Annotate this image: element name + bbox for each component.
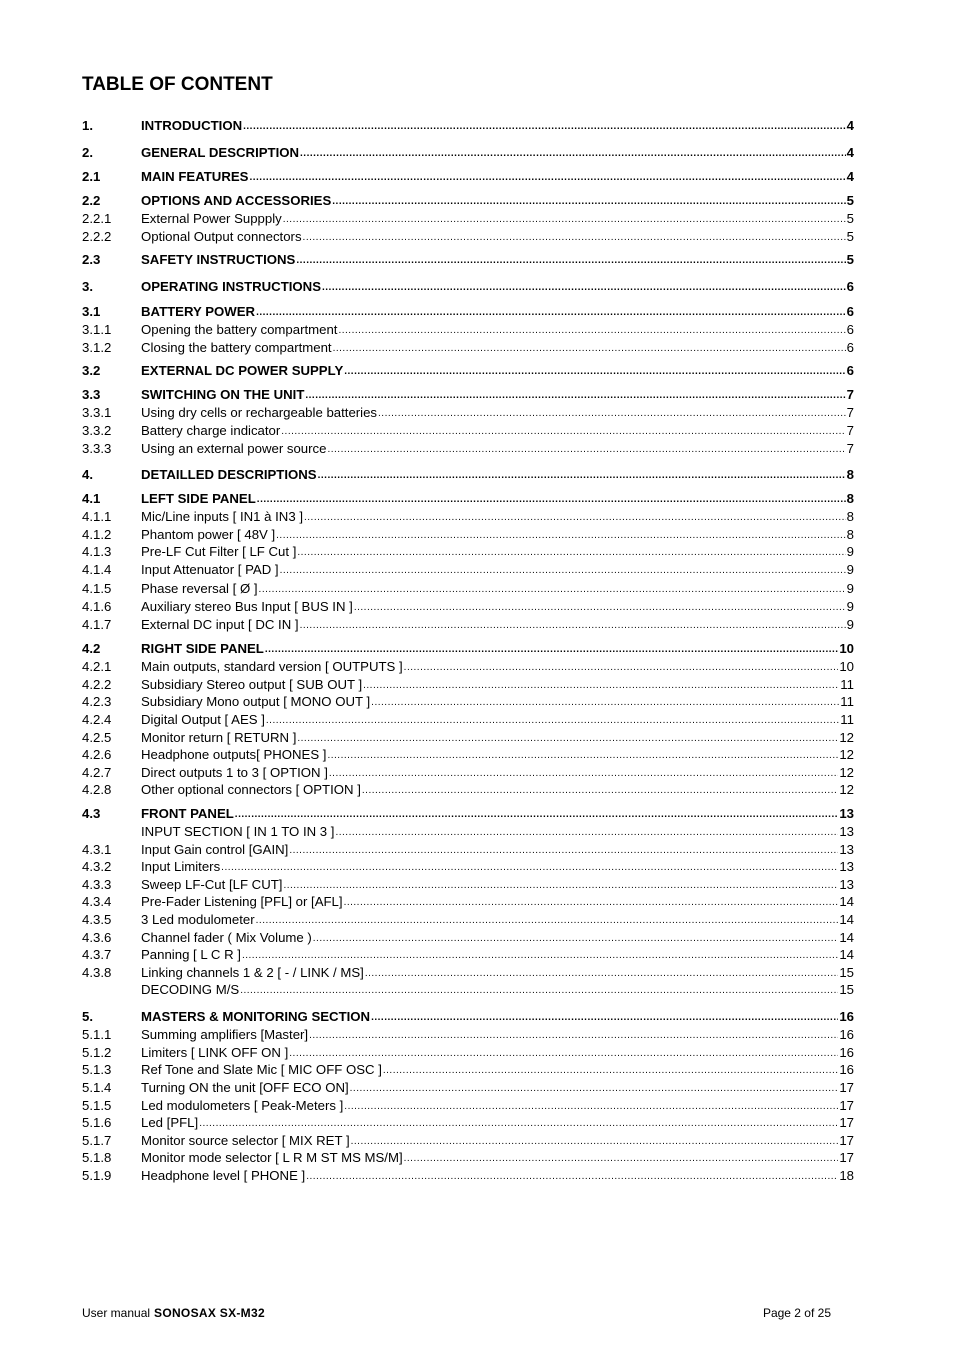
toc-entry-title: MAIN FEATURES bbox=[141, 169, 249, 184]
toc-entry[interactable] bbox=[82, 911, 854, 928]
toc-entry-number: 3.1.2 bbox=[82, 340, 112, 355]
toc-dot-leader bbox=[404, 1151, 839, 1166]
toc-entry-title: Monitor source selector [ MIX RET ] bbox=[141, 1133, 350, 1148]
toc-entry-title: Opening the battery compartment bbox=[141, 322, 338, 337]
toc-dot-leader bbox=[344, 895, 839, 910]
toc-dot-leader bbox=[265, 642, 838, 657]
toc-dot-leader bbox=[235, 807, 839, 822]
toc-entry[interactable] bbox=[82, 1097, 854, 1114]
toc-entry-number: 5.1.4 bbox=[82, 1080, 112, 1095]
toc-entry-number: 4. bbox=[82, 467, 93, 482]
toc-entry[interactable] bbox=[82, 117, 854, 134]
toc-entry[interactable] bbox=[82, 1061, 854, 1078]
toc-dot-leader bbox=[350, 1081, 839, 1096]
toc-entry[interactable] bbox=[82, 466, 854, 483]
toc-entry-title: Digital Output [ AES ] bbox=[141, 712, 265, 727]
toc-entry[interactable] bbox=[82, 303, 854, 320]
toc-entry[interactable] bbox=[82, 964, 854, 981]
toc-entry-title: Sweep LF-Cut [LF CUT] bbox=[141, 877, 283, 892]
toc-entry-title: Input Attenuator [ PAD ] bbox=[141, 562, 279, 577]
toc-entry-page: 17 bbox=[839, 1098, 854, 1113]
toc-entry-title: Pre-LF Cut Filter [ LF Cut ] bbox=[141, 544, 297, 559]
toc-entry[interactable] bbox=[82, 640, 854, 657]
toc-entry-page: 7 bbox=[846, 423, 854, 438]
toc-entry-page: 14 bbox=[839, 947, 854, 962]
toc-entry-title: External DC input [ DC IN ] bbox=[141, 617, 299, 632]
toc-dot-leader bbox=[281, 424, 845, 439]
toc-entry-page: 6 bbox=[846, 340, 854, 355]
toc-entry-title: Turning ON the unit [OFF ECO ON] bbox=[141, 1080, 349, 1095]
toc-entry[interactable] bbox=[82, 805, 854, 822]
toc-entry-page: 16 bbox=[839, 1045, 854, 1060]
toc-entry-number: 5.1.6 bbox=[82, 1115, 112, 1130]
toc-entry-page: 16 bbox=[839, 1009, 854, 1024]
toc-entry-page: 13 bbox=[839, 806, 854, 821]
toc-dot-leader bbox=[363, 678, 839, 693]
toc-dot-leader bbox=[280, 563, 846, 578]
toc-dot-leader bbox=[259, 582, 846, 597]
toc-entry-page: 11 bbox=[840, 677, 854, 692]
toc-entry[interactable] bbox=[82, 321, 854, 338]
page-title: TABLE OF CONTENT bbox=[82, 74, 273, 95]
toc-entry[interactable] bbox=[82, 746, 854, 763]
toc-entry-title: Phase reversal [ Ø ] bbox=[141, 581, 258, 596]
toc-entry-number: 4.2.2 bbox=[82, 677, 112, 692]
toc-dot-leader bbox=[257, 492, 846, 507]
toc-entry-number: 4.3.3 bbox=[82, 877, 112, 892]
toc-dot-leader bbox=[383, 1063, 838, 1078]
toc-entry-page: 17 bbox=[839, 1133, 854, 1148]
toc-dot-leader bbox=[283, 878, 838, 893]
toc-entry-page: 4 bbox=[846, 145, 854, 160]
toc-entry-page: 8 bbox=[846, 491, 854, 506]
toc-entry-page: 13 bbox=[839, 824, 854, 839]
toc-entry-number: 4.2.1 bbox=[82, 659, 112, 674]
toc-entry[interactable] bbox=[82, 929, 854, 946]
toc-entry-page: 17 bbox=[839, 1150, 854, 1165]
toc-entry-number: 3.3.2 bbox=[82, 423, 112, 438]
toc-dot-leader bbox=[344, 364, 845, 379]
toc-entry-page: 6 bbox=[846, 363, 854, 378]
toc-entry[interactable] bbox=[82, 422, 854, 439]
toc-entry-title: Mic/Line inputs [ IN1 à IN3 ] bbox=[141, 509, 303, 524]
toc-entry[interactable] bbox=[82, 841, 854, 858]
footer-manual-label: User manual bbox=[82, 1306, 151, 1320]
toc-entry[interactable] bbox=[82, 616, 854, 633]
toc-entry-page: 14 bbox=[839, 894, 854, 909]
toc-entry-title: Using dry cells or rechargeable batteries bbox=[141, 405, 378, 420]
toc-dot-leader bbox=[256, 305, 846, 320]
toc-entry-title: Led modulometers [ Peak-Meters ] bbox=[141, 1098, 344, 1113]
toc-entry-number: 4.3.7 bbox=[82, 947, 112, 962]
toc-entry-number: 2. bbox=[82, 145, 93, 160]
toc-entry-title: SAFETY INSTRUCTIONS bbox=[141, 252, 296, 267]
toc-entry[interactable] bbox=[82, 228, 854, 245]
toc-entry[interactable] bbox=[82, 144, 854, 161]
toc-entry[interactable] bbox=[82, 386, 854, 403]
toc-entry-page: 15 bbox=[839, 965, 854, 980]
toc-entry-number: 4.2.7 bbox=[82, 765, 112, 780]
toc-entry-number: 4.3.1 bbox=[82, 842, 112, 857]
toc-entry-title: Channel fader ( Mix Volume ) bbox=[141, 930, 312, 945]
toc-entry[interactable] bbox=[82, 1132, 854, 1149]
toc-entry-number: 4.1.5 bbox=[82, 581, 112, 596]
toc-entry-title: Led [PFL] bbox=[141, 1115, 199, 1130]
toc-entry-title: Summing amplifiers [Master] bbox=[141, 1027, 309, 1042]
toc-entry-number: 3.3.1 bbox=[82, 405, 112, 420]
toc-entry-page: 5 bbox=[846, 229, 854, 244]
toc-entry-title: OPERATING INSTRUCTIONS bbox=[141, 279, 321, 294]
toc-dot-leader bbox=[249, 170, 845, 185]
toc-entry[interactable] bbox=[82, 561, 854, 578]
toc-entry-title: Pre-Fader Listening [PFL] or [AFL] bbox=[141, 894, 343, 909]
toc-entry[interactable] bbox=[82, 981, 854, 998]
toc-entry-title: Battery charge indicator bbox=[141, 423, 281, 438]
toc-entry-number: 3.1 bbox=[82, 304, 101, 319]
toc-entry[interactable] bbox=[82, 168, 854, 185]
toc-dot-leader bbox=[242, 948, 838, 963]
toc-entry-title: RIGHT SIDE PANEL bbox=[141, 641, 264, 656]
toc-entry-number: 3.1.1 bbox=[82, 322, 112, 337]
toc-entry-title: OPTIONS AND ACCESSORIES bbox=[141, 193, 332, 208]
toc-entry-page: 12 bbox=[839, 765, 854, 780]
toc-entry-title: INPUT SECTION [ IN 1 TO IN 3 ] bbox=[141, 824, 335, 839]
toc-dot-leader bbox=[304, 510, 846, 525]
toc-entry[interactable] bbox=[82, 210, 854, 227]
toc-entry-title: GENERAL DESCRIPTION bbox=[141, 145, 300, 160]
toc-entry-page: 18 bbox=[839, 1168, 854, 1183]
toc-dot-leader bbox=[371, 695, 839, 710]
toc-entry-title: Input Gain control [GAIN] bbox=[141, 842, 289, 857]
toc-entry-number: 4.3.5 bbox=[82, 912, 112, 927]
toc-entry-page: 13 bbox=[839, 859, 854, 874]
toc-dot-leader bbox=[243, 119, 846, 134]
toc-entry-number: 5.1.1 bbox=[82, 1027, 112, 1042]
toc-entry[interactable] bbox=[82, 1044, 854, 1061]
toc-entry-number: 1. bbox=[82, 118, 93, 133]
toc-entry-number: 5.1.3 bbox=[82, 1062, 112, 1077]
toc-entry-page: 13 bbox=[839, 877, 854, 892]
toc-entry-page: 5 bbox=[846, 211, 854, 226]
toc-entry-number: 4.2 bbox=[82, 641, 101, 656]
toc-dot-leader bbox=[327, 748, 838, 763]
toc-entry-page: 12 bbox=[839, 747, 854, 762]
toc-entry-number: 5.1.7 bbox=[82, 1133, 112, 1148]
toc-entry[interactable] bbox=[82, 781, 854, 798]
toc-entry-page: 7 bbox=[846, 387, 854, 402]
toc-entry[interactable] bbox=[82, 1114, 854, 1131]
toc-entry-number: 4.2.6 bbox=[82, 747, 112, 762]
toc-dot-leader bbox=[365, 966, 838, 981]
toc-dot-leader bbox=[335, 825, 838, 840]
toc-entry-page: 14 bbox=[839, 912, 854, 927]
toc-entry[interactable] bbox=[82, 598, 854, 615]
toc-entry-number: 4.3 bbox=[82, 806, 101, 821]
toc-dot-leader bbox=[297, 545, 845, 560]
toc-entry-title: Optional Output connectors bbox=[141, 229, 302, 244]
toc-entry[interactable] bbox=[82, 404, 854, 421]
toc-dot-leader bbox=[305, 388, 845, 403]
toc-entry-title: MASTERS & MONITORING SECTION bbox=[141, 1009, 371, 1024]
toc-entry-page: 4 bbox=[846, 169, 854, 184]
toc-dot-leader bbox=[283, 212, 846, 227]
toc-entry-page: 7 bbox=[846, 441, 854, 456]
toc-entry-page: 17 bbox=[839, 1115, 854, 1130]
toc-entry-page: 9 bbox=[846, 562, 854, 577]
toc-entry[interactable] bbox=[82, 192, 854, 209]
toc-entry-title: 3 Led modulometer bbox=[141, 912, 255, 927]
toc-entry[interactable] bbox=[82, 858, 854, 875]
toc-entry[interactable] bbox=[82, 1026, 854, 1043]
toc-entry-number: 3. bbox=[82, 279, 93, 294]
toc-entry-title: Phantom power [ 48V ] bbox=[141, 527, 276, 542]
toc-entry-number: 4.1.6 bbox=[82, 599, 112, 614]
toc-entry-page: 9 bbox=[846, 581, 854, 596]
toc-dot-leader bbox=[221, 860, 838, 875]
footer-brand: SONOSAX SX-M32 bbox=[154, 1306, 265, 1320]
toc-entry-number: 5.1.8 bbox=[82, 1150, 112, 1165]
toc-dot-leader bbox=[327, 442, 845, 457]
toc-entry-page: 9 bbox=[846, 544, 854, 559]
toc-entry-number: 4.1.2 bbox=[82, 527, 112, 542]
toc-entry[interactable] bbox=[82, 658, 854, 675]
toc-entry[interactable] bbox=[82, 1167, 854, 1184]
toc-entry-number: 4.2.4 bbox=[82, 712, 112, 727]
toc-entry-number: 4.1.1 bbox=[82, 509, 112, 524]
toc-dot-leader bbox=[404, 660, 839, 675]
toc-dot-leader bbox=[306, 1169, 838, 1184]
toc-entry[interactable] bbox=[82, 764, 854, 781]
toc-entry-page: 6 bbox=[846, 322, 854, 337]
toc-entry-page: 5 bbox=[846, 193, 854, 208]
toc-dot-leader bbox=[313, 931, 839, 946]
toc-entry[interactable] bbox=[82, 893, 854, 910]
toc-entry-page: 12 bbox=[839, 782, 854, 797]
toc-dot-leader bbox=[362, 783, 838, 798]
toc-entry-page: 4 bbox=[846, 118, 854, 133]
toc-entry-page: 8 bbox=[846, 527, 854, 542]
toc-entry-page: 10 bbox=[839, 641, 854, 656]
toc-entry[interactable] bbox=[82, 946, 854, 963]
toc-entry[interactable] bbox=[82, 1149, 854, 1166]
toc-entry[interactable] bbox=[82, 1079, 854, 1096]
toc-entry-page: 8 bbox=[846, 509, 854, 524]
toc-dot-leader bbox=[300, 618, 846, 633]
toc-dot-leader bbox=[322, 280, 846, 295]
toc-entry[interactable] bbox=[82, 823, 854, 840]
toc-entry-title: BATTERY POWER bbox=[141, 304, 256, 319]
toc-entry-page: 15 bbox=[839, 982, 854, 997]
toc-entry-page: 6 bbox=[846, 304, 854, 319]
toc-entry-page: 17 bbox=[839, 1080, 854, 1095]
toc-entry-page: 11 bbox=[840, 694, 854, 709]
toc-dot-leader bbox=[240, 983, 838, 998]
toc-entry-page: 9 bbox=[846, 617, 854, 632]
toc-entry-number: 4.2.3 bbox=[82, 694, 112, 709]
toc-dot-leader bbox=[329, 766, 838, 781]
toc-entry-title: Panning [ L C R ] bbox=[141, 947, 241, 962]
toc-entry-title: Direct outputs 1 to 3 [ OPTION ] bbox=[141, 765, 328, 780]
toc-entry[interactable] bbox=[82, 1008, 854, 1025]
toc-entry-title: Main outputs, standard version [ OUTPUTS ] bbox=[141, 659, 403, 674]
toc-entry-number: 4.3.8 bbox=[82, 965, 112, 980]
toc-entry-title: Subsidiary Mono output [ MONO OUT ] bbox=[141, 694, 371, 709]
toc-dot-leader bbox=[332, 194, 845, 209]
toc-entry[interactable] bbox=[82, 339, 854, 356]
toc-dot-leader bbox=[371, 1010, 838, 1025]
toc-entry-title: EXTERNAL DC POWER SUPPLY bbox=[141, 363, 344, 378]
toc-entry[interactable] bbox=[82, 729, 854, 746]
toc-entry-page: 11 bbox=[840, 712, 854, 727]
footer-left bbox=[82, 1306, 265, 1320]
toc-entry-number: 2.2.2 bbox=[82, 229, 112, 244]
toc-dot-leader bbox=[300, 146, 846, 161]
toc-entry[interactable] bbox=[82, 711, 854, 728]
toc-dot-leader bbox=[351, 1134, 839, 1149]
toc-dot-leader bbox=[276, 528, 846, 543]
toc-dot-leader bbox=[309, 1028, 838, 1043]
toc-dot-leader bbox=[266, 713, 839, 728]
toc-entry-page: 16 bbox=[839, 1062, 854, 1077]
toc-entry-number: 4.1 bbox=[82, 491, 101, 506]
toc-entry-page: 10 bbox=[839, 659, 854, 674]
toc-entry-number: 5.1.9 bbox=[82, 1168, 112, 1183]
toc-entry-title: Auxiliary stereo Bus Input [ BUS IN ] bbox=[141, 599, 353, 614]
toc-dot-leader bbox=[344, 1099, 838, 1114]
toc-entry-title: Closing the battery compartment bbox=[141, 340, 332, 355]
toc-entry-number: 3.3.3 bbox=[82, 441, 112, 456]
toc-entry[interactable] bbox=[82, 876, 854, 893]
toc-entry-number: 4.1.4 bbox=[82, 562, 112, 577]
toc-entry-title: Other optional connectors [ OPTION ] bbox=[141, 782, 361, 797]
toc-entry[interactable] bbox=[82, 251, 854, 268]
toc-entry-number: 3.3 bbox=[82, 387, 101, 402]
toc-entry-number: 4.3.6 bbox=[82, 930, 112, 945]
toc-entry-number: 4.1.7 bbox=[82, 617, 112, 632]
toc-dot-leader bbox=[378, 406, 846, 421]
toc-entry-title: FRONT PANEL bbox=[141, 806, 234, 821]
toc-entry-title: INTRODUCTION bbox=[141, 118, 243, 133]
footer-page-number: Page 2 of 25 bbox=[762, 1306, 831, 1320]
toc-dot-leader bbox=[297, 731, 838, 746]
toc-entry-number: 4.3.4 bbox=[82, 894, 112, 909]
toc-entry-title: DECODING M/S bbox=[141, 982, 240, 997]
toc-entry[interactable] bbox=[82, 693, 854, 710]
toc-entry-title: Monitor mode selector [ L R M ST MS MS/M] bbox=[141, 1150, 403, 1165]
toc-entry-page: 9 bbox=[846, 599, 854, 614]
toc-entry-number: 5.1.5 bbox=[82, 1098, 112, 1113]
toc-entry-title: Ref Tone and Slate Mic [ MIC OFF OSC ] bbox=[141, 1062, 382, 1077]
toc-entry-number: 4.3.2 bbox=[82, 859, 112, 874]
toc-entry-title: Input Limiters bbox=[141, 859, 221, 874]
toc-entry-number: 2.2.1 bbox=[82, 211, 112, 226]
toc-dot-leader bbox=[256, 913, 839, 928]
toc-entry-title: DETAILLED DESCRIPTIONS bbox=[141, 467, 317, 482]
toc-entry-page: 6 bbox=[846, 279, 854, 294]
toc-entry-title: LEFT SIDE PANEL bbox=[141, 491, 256, 506]
toc-entry-title: SWITCHING ON THE UNIT bbox=[141, 387, 305, 402]
toc-dot-leader bbox=[354, 600, 846, 615]
toc-entry-title: Limiters [ LINK OFF ON ] bbox=[141, 1045, 289, 1060]
toc-dot-leader bbox=[333, 341, 846, 356]
toc-dot-leader bbox=[303, 230, 846, 245]
toc-entry-title: Monitor return [ RETURN ] bbox=[141, 730, 297, 745]
toc-entry-page: 8 bbox=[846, 467, 854, 482]
toc-entry-page: 12 bbox=[839, 730, 854, 745]
toc-entry-title: Linking channels 1 & 2 [ - / LINK / MS] bbox=[141, 965, 364, 980]
toc-entry-number: 4.2.5 bbox=[82, 730, 112, 745]
toc-dot-leader bbox=[318, 468, 846, 483]
toc-entry-page: 5 bbox=[846, 252, 854, 267]
toc-entry[interactable] bbox=[82, 440, 854, 457]
toc-entry-number: 2.3 bbox=[82, 252, 101, 267]
toc-dot-leader bbox=[199, 1116, 838, 1131]
toc-entry-title: Subsidiary Stereo output [ SUB OUT ] bbox=[141, 677, 363, 692]
toc-entry[interactable] bbox=[82, 580, 854, 597]
toc-entry-number: 2.1 bbox=[82, 169, 101, 184]
toc-entry[interactable] bbox=[82, 526, 854, 543]
toc-entry-page: 14 bbox=[839, 930, 854, 945]
toc-entry-page: 16 bbox=[839, 1027, 854, 1042]
toc-entry[interactable] bbox=[82, 362, 854, 379]
toc-entry-number: 2.2 bbox=[82, 193, 101, 208]
toc-entry-title: External Power Suppply bbox=[141, 211, 282, 226]
toc-entry-title: Headphone level [ PHONE ] bbox=[141, 1168, 306, 1183]
toc-entry-number: 3.2 bbox=[82, 363, 101, 378]
toc-entry-number: 5. bbox=[82, 1009, 93, 1024]
toc-entry-number: 4.1.3 bbox=[82, 544, 112, 559]
toc-dot-leader bbox=[296, 253, 845, 268]
toc-entry[interactable] bbox=[82, 508, 854, 525]
toc-dot-leader bbox=[289, 1046, 838, 1061]
toc-dot-leader bbox=[338, 323, 845, 338]
toc-entry[interactable] bbox=[82, 543, 854, 560]
toc-entry-number: 5.1.2 bbox=[82, 1045, 112, 1060]
toc-entry[interactable] bbox=[82, 490, 854, 507]
toc-dot-leader bbox=[289, 843, 838, 858]
toc-entry-title: Using an external power source bbox=[141, 441, 327, 456]
toc-entry-number: 4.2.8 bbox=[82, 782, 112, 797]
toc-entry[interactable] bbox=[82, 278, 854, 295]
toc-entry-page: 13 bbox=[839, 842, 854, 857]
toc-entry[interactable] bbox=[82, 676, 854, 693]
toc-entry-page: 7 bbox=[846, 405, 854, 420]
toc-entry-title: Headphone outputs[ PHONES ] bbox=[141, 747, 327, 762]
